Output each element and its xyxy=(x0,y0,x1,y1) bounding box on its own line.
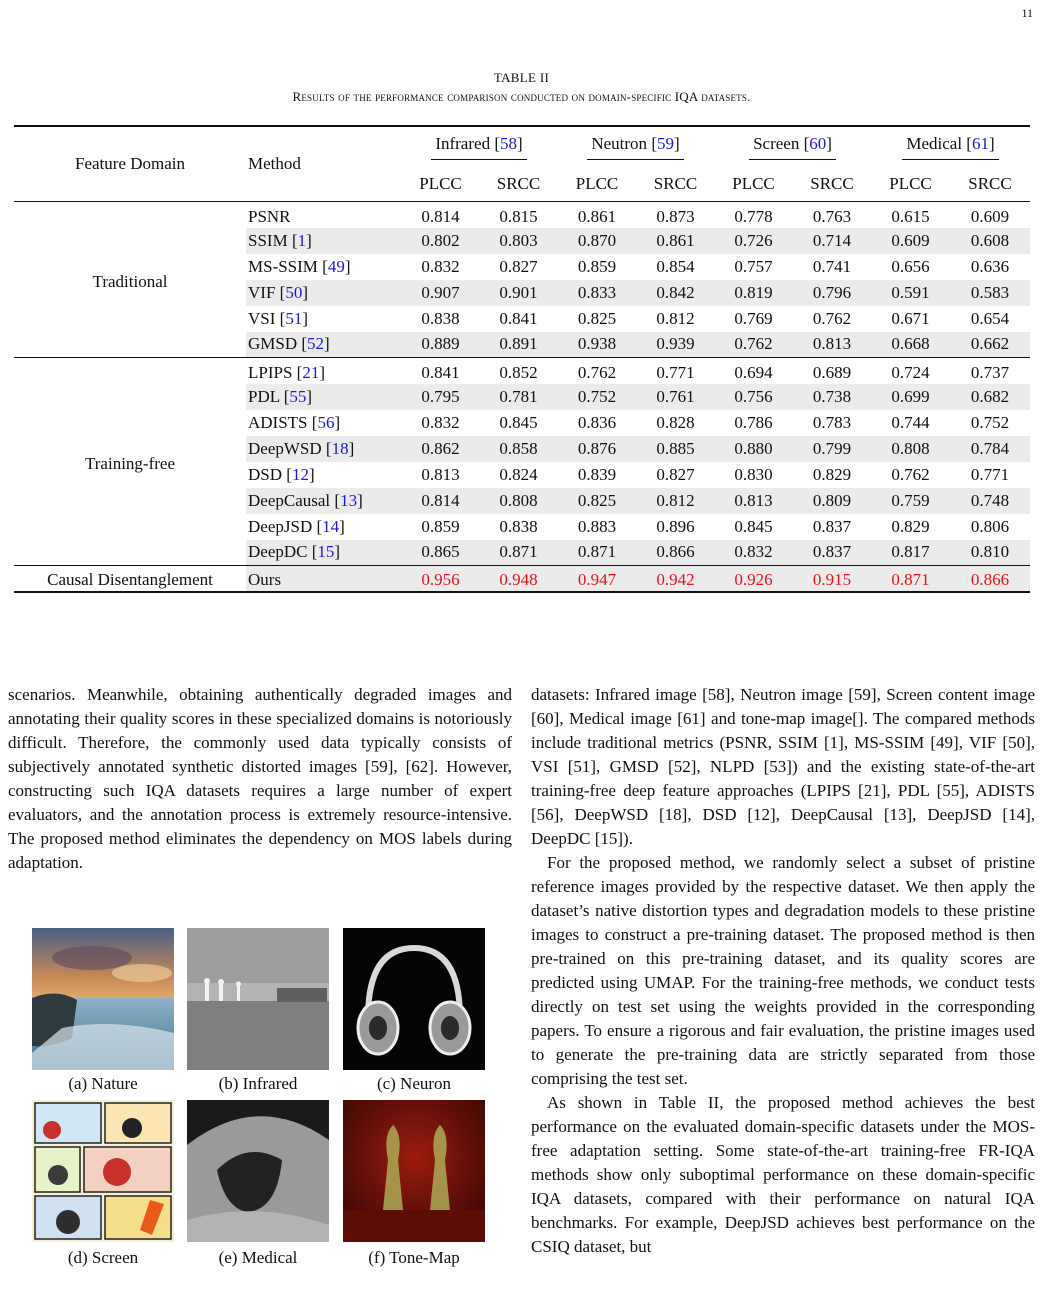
value-cell: 0.862 xyxy=(401,436,480,462)
value-cell: 0.609 xyxy=(871,228,950,254)
neuron-image xyxy=(343,928,485,1070)
value-cell: 0.842 xyxy=(637,280,714,306)
value-cell: 0.796 xyxy=(793,280,871,306)
value-cell: 0.854 xyxy=(656,256,695,276)
method-cell: SSIM [1] xyxy=(246,228,401,254)
value-cell: 0.827 xyxy=(499,256,538,276)
value-cell: 0.871 xyxy=(871,566,950,592)
value-cell: 0.812 xyxy=(656,308,695,328)
value-cell: 0.859 xyxy=(577,256,617,276)
value-cell: 0.838 xyxy=(499,516,538,536)
value-cell: 0.762 xyxy=(891,464,930,484)
value-cell: 0.769 xyxy=(734,308,773,328)
value-cell: 0.778 xyxy=(714,202,793,228)
value-cell: 0.880 xyxy=(714,436,793,462)
infrared-image xyxy=(187,928,329,1070)
header-dataset-infrared: Infrared [58] xyxy=(401,126,557,167)
value-cell: 0.832 xyxy=(421,256,460,276)
nature-image xyxy=(32,928,174,1070)
value-cell: 0.759 xyxy=(871,488,950,514)
value-cell: 0.832 xyxy=(714,540,793,566)
header-metric: SRCC xyxy=(810,174,854,193)
value-cell: 0.668 xyxy=(871,332,950,358)
value-cell: 0.896 xyxy=(656,516,695,536)
caption-neuron: (c) Neuron xyxy=(376,1074,452,1093)
value-cell: 0.744 xyxy=(891,412,930,432)
right-paragraph-3: As shown in Table II, the proposed method achieves the best performance on the evaluated domain-specific datasets under the MOS-free adaptation setting. Some state-of-the-art training-free FR-IQA methods show only suboptimal performance on these domain-specific IQA datasets, compared with their performance on natural IQA benchmarks. For example, DeepJSD achieves best performance on the CSIQ dataset, but xyxy=(531,1093,1035,1256)
value-cell: 0.809 xyxy=(793,488,871,514)
value-cell: 0.671 xyxy=(891,308,930,328)
caption-nature: (a) Nature xyxy=(68,1074,138,1093)
table-row xyxy=(14,358,1030,384)
value-cell: 0.748 xyxy=(950,488,1030,514)
page-number: 11 xyxy=(1021,6,1033,20)
value-cell: 0.795 xyxy=(401,384,480,410)
value-cell: 0.752 xyxy=(557,384,637,410)
screen-image xyxy=(32,1100,174,1242)
value-cell: 0.817 xyxy=(871,540,950,566)
value-cell: 0.926 xyxy=(714,566,793,592)
value-cell: 0.859 xyxy=(421,516,460,536)
value-cell: 0.741 xyxy=(812,256,852,276)
right-paragraph-1: datasets: Infrared image [58], Neutron image [59], Screen content image [60], Medical image [61] and tone-map image[]. The compared methods include traditional metrics (PSNR, SSIM [1], MS-SSIM [49], VIF [50], VSI [51], GMSD [52], NLPD [53]) and the existing state-of-the-art training-free deep feature approaches (LPIPS [21], PDL [55], ADISTS [56], DeepWSD [18], DSD [12], DeepCausal [13], DeepJSD [14], DeepDC [15]). xyxy=(531,685,1035,848)
value-cell: 0.781 xyxy=(480,384,557,410)
value-cell: 0.738 xyxy=(793,384,871,410)
value-cell: 0.682 xyxy=(950,384,1030,410)
value-cell: 0.813 xyxy=(714,488,793,514)
method-cell: MS-SSIM [49] xyxy=(248,256,351,276)
value-cell: 0.829 xyxy=(891,516,930,536)
value-cell: 0.771 xyxy=(970,464,1010,484)
value-cell: 0.591 xyxy=(871,280,950,306)
value-cell: 0.615 xyxy=(871,202,950,228)
method-cell: LPIPS [21] xyxy=(246,358,401,384)
value-cell: 0.737 xyxy=(950,358,1030,384)
method-cell: ADISTS [56] xyxy=(248,412,341,432)
value-cell: 0.837 xyxy=(793,540,871,566)
tonemap-image xyxy=(343,1100,485,1242)
value-cell: 0.845 xyxy=(734,516,773,536)
method-cell: DeepDC [15] xyxy=(246,540,401,566)
value-cell: 0.907 xyxy=(401,280,480,306)
value-cell: 0.866 xyxy=(950,566,1030,592)
value-cell: 0.803 xyxy=(480,228,557,254)
table-label: TABLE II xyxy=(493,70,550,85)
value-cell: 0.873 xyxy=(637,202,714,228)
value-cell: 0.841 xyxy=(401,358,480,384)
medical-image xyxy=(187,1100,329,1242)
header-dataset-screen: Screen [60] xyxy=(714,126,871,167)
feature-domain-cell: Causal Disentanglement xyxy=(14,566,246,592)
value-cell: 0.891 xyxy=(480,332,557,358)
value-cell: 0.889 xyxy=(401,332,480,358)
value-cell: 0.870 xyxy=(557,228,637,254)
value-cell: 0.609 xyxy=(950,202,1030,228)
value-cell: 0.761 xyxy=(637,384,714,410)
value-cell: 0.841 xyxy=(499,308,538,328)
method-cell: GMSD [52] xyxy=(246,332,401,358)
header-metric: SRCC xyxy=(496,174,541,193)
value-cell: 0.799 xyxy=(793,436,871,462)
header-metric: SRCC xyxy=(653,174,698,193)
left-column xyxy=(8,683,512,875)
value-cell: 0.871 xyxy=(557,540,637,566)
value-cell: 0.724 xyxy=(871,358,950,384)
value-cell: 0.752 xyxy=(970,412,1010,432)
value-cell: 0.583 xyxy=(950,280,1030,306)
value-cell: 0.762 xyxy=(812,308,852,328)
left-paragraph: scenarios. Meanwhile, obtaining authentically degraded images and annotating their quality scores in these specialized domains is notoriously difficult. Therefore, the commonly used data typically consists of subjectively annotated synthetic distorted images [59], [62]. However, constructing such IQA datasets requires a large number of expert evaluators, and the annotation process is extremely resource-intensive. The proposed method eliminates the dependency on MOS labels during adaptation. xyxy=(8,685,512,872)
value-cell: 0.813 xyxy=(421,464,460,484)
table-row xyxy=(14,566,1030,592)
method-cell: DSD [12] xyxy=(248,464,315,484)
value-cell: 0.942 xyxy=(637,566,714,592)
header-feature-domain: Feature Domain xyxy=(14,126,246,202)
value-cell: 0.699 xyxy=(871,384,950,410)
table-row xyxy=(14,202,1030,228)
header-metric: PLCC xyxy=(889,174,932,193)
value-cell: 0.810 xyxy=(950,540,1030,566)
method-cell: DeepCausal [13] xyxy=(246,488,401,514)
value-cell: 0.763 xyxy=(793,202,871,228)
header-dataset-neutron: Neutron [59] xyxy=(557,126,714,167)
value-cell: 0.783 xyxy=(812,412,852,432)
value-cell: 0.814 xyxy=(401,488,480,514)
value-cell: 0.866 xyxy=(637,540,714,566)
value-cell: 0.689 xyxy=(793,358,871,384)
caption-screen: (d) Screen xyxy=(67,1248,139,1267)
value-cell: 0.824 xyxy=(499,464,538,484)
value-cell: 0.814 xyxy=(401,202,480,228)
value-cell: 0.832 xyxy=(421,412,460,432)
header-metric: PLCC xyxy=(419,174,462,193)
method-cell: Ours xyxy=(246,566,401,592)
method-cell: VSI [51] xyxy=(248,308,308,328)
value-cell: 0.836 xyxy=(577,412,617,432)
value-cell: 0.939 xyxy=(637,332,714,358)
value-cell: 0.808 xyxy=(480,488,557,514)
header-metric: PLCC xyxy=(732,174,775,193)
value-cell: 0.956 xyxy=(401,566,480,592)
value-cell: 0.726 xyxy=(714,228,793,254)
header-metric: SRCC xyxy=(968,174,1012,193)
results-table xyxy=(14,125,1030,593)
caption-medical: (e) Medical xyxy=(218,1248,298,1267)
value-cell: 0.915 xyxy=(793,566,871,592)
method-cell: PDL [55] xyxy=(246,384,401,410)
value-cell: 0.901 xyxy=(480,280,557,306)
right-paragraph-2: For the proposed method, we randomly select a subset of pristine reference images provided by the respective dataset. We then apply the dataset’s native distortion types and degradation models to these pristine images to construct a pre-training dataset. The proposed method is then pre-trained on this pre-training dataset, and its quality scores are predicted using UMAP. For the training-free methods, we conduct tests directly on test set using the weights provided in the corresponding papers. To ensure a rigorous and fair evaluation, the pristine images used to generate the pre-training data are strictly separated from those comprising the test set. xyxy=(531,853,1035,1088)
header-metric: PLCC xyxy=(575,174,619,193)
value-cell: 0.819 xyxy=(714,280,793,306)
value-cell: 0.865 xyxy=(401,540,480,566)
value-cell: 0.827 xyxy=(656,464,695,484)
value-cell: 0.812 xyxy=(637,488,714,514)
value-cell: 0.636 xyxy=(970,256,1010,276)
table-caption: Results of the performance comparison conducted on domain-specific IQA datasets. xyxy=(292,89,751,104)
value-cell: 0.839 xyxy=(577,464,617,484)
value-cell: 0.861 xyxy=(557,202,637,228)
value-cell: 0.654 xyxy=(970,308,1010,328)
header-method: Method xyxy=(246,126,401,202)
value-cell: 0.947 xyxy=(557,566,637,592)
value-cell: 0.885 xyxy=(637,436,714,462)
value-cell: 0.762 xyxy=(714,332,793,358)
value-cell: 0.786 xyxy=(734,412,773,432)
value-cell: 0.838 xyxy=(421,308,460,328)
value-cell: 0.662 xyxy=(950,332,1030,358)
value-cell: 0.883 xyxy=(577,516,617,536)
feature-domain-cell: Traditional xyxy=(14,202,246,358)
value-cell: 0.845 xyxy=(499,412,538,432)
value-cell: 0.813 xyxy=(793,332,871,358)
value-cell: 0.861 xyxy=(637,228,714,254)
caption-infrared: (b) Infrared xyxy=(218,1074,298,1093)
value-cell: 0.829 xyxy=(812,464,852,484)
value-cell: 0.871 xyxy=(480,540,557,566)
value-cell: 0.837 xyxy=(812,516,852,536)
value-cell: 0.694 xyxy=(714,358,793,384)
value-cell: 0.825 xyxy=(557,488,637,514)
value-cell: 0.656 xyxy=(891,256,930,276)
method-cell: DeepJSD [14] xyxy=(248,516,345,536)
value-cell: 0.762 xyxy=(557,358,637,384)
value-cell: 0.852 xyxy=(480,358,557,384)
value-cell: 0.815 xyxy=(480,202,557,228)
value-cell: 0.806 xyxy=(970,516,1010,536)
value-cell: 0.756 xyxy=(714,384,793,410)
caption-tonemap: (f) Tone-Map xyxy=(368,1248,460,1267)
value-cell: 0.948 xyxy=(480,566,557,592)
right-column xyxy=(531,683,1035,1259)
value-cell: 0.771 xyxy=(637,358,714,384)
header-dataset-medical: Medical [61] xyxy=(871,126,1030,167)
method-cell: DeepWSD [18] xyxy=(246,436,401,462)
value-cell: 0.828 xyxy=(656,412,695,432)
feature-domain-cell: Training-free xyxy=(14,358,246,566)
value-cell: 0.858 xyxy=(480,436,557,462)
value-cell: 0.938 xyxy=(557,332,637,358)
value-cell: 0.830 xyxy=(734,464,773,484)
value-cell: 0.757 xyxy=(734,256,773,276)
method-cell: VIF [50] xyxy=(246,280,401,306)
value-cell: 0.608 xyxy=(950,228,1030,254)
value-cell: 0.825 xyxy=(577,308,617,328)
value-cell: 0.784 xyxy=(950,436,1030,462)
method-cell: PSNR xyxy=(246,202,401,228)
value-cell: 0.802 xyxy=(401,228,480,254)
value-cell: 0.876 xyxy=(557,436,637,462)
value-cell: 0.808 xyxy=(871,436,950,462)
value-cell: 0.833 xyxy=(557,280,637,306)
value-cell: 0.714 xyxy=(793,228,871,254)
